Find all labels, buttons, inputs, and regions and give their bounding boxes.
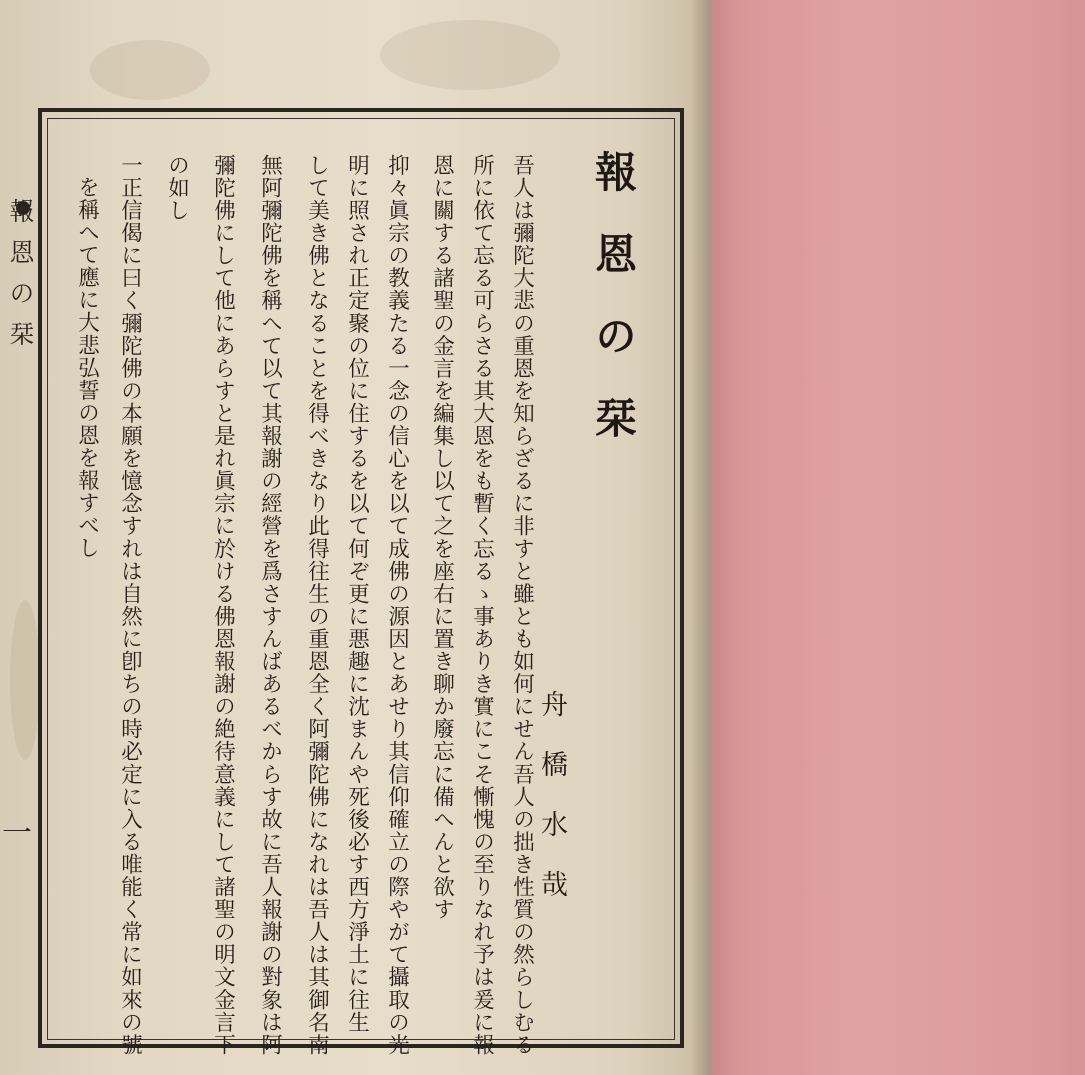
body-line-5: 明に照され正定聚の位に住するを以て何ぞ更に悪趣に沈まんや死後必す西方淨土に往生 [344,154,370,1034]
paper-stain [380,20,560,90]
body-line-8: 彌陀佛にして他にあらすと是れ眞宗に於ける佛恩報謝の絶待意義にして諸聖の明文金言下 [210,154,236,1056]
pink-cover-page [712,0,1085,1075]
author-name: 舟橋水哉 [536,690,567,930]
body-line-3: 恩に關する諸聖の金言を編集し以て之を座右に置き聊か廢忘に備へんと欲す [429,154,455,921]
body-line-6: して美き佛となることを得べきなり此得往生の重恩全く阿彌陀佛になれは吾人は其御名南 [304,154,330,1056]
body-line-2: 所に依て忘る可らさる其大恩をも暫く忘るゝ事ありき實にこそ慚愧の至りなれ予は爰に報 [469,154,495,1056]
paper-stain [10,600,40,760]
article-title: 報恩の栞 [589,150,638,478]
paper-stain [90,40,210,100]
body-line-4: 抑々眞宗の教義たる一念の信心を以て成佛の源因とあせり其信仰確立の際やがて攝取の光 [384,154,410,1056]
page-number: 一 [2,816,32,851]
body-line-10: 一正信偈に曰く彌陀佛の本願を憶念すれは自然に卽ちの時必定に入る唯能く常に如來の號 [117,154,143,1056]
running-title: 報恩の栞 [6,198,35,362]
body-line-7: 無阿彌陀佛を稱へて以て其報謝の經營を爲さすんばあるべからす故に吾人報謝の對象は阿 [257,154,283,1056]
body-line-9: の如し [164,154,190,222]
body-line-11: を稱へて應に大悲弘誓の恩を報すべし [74,176,100,560]
body-line-1: 吾人は彌陀大悲の重恩を知らざるに非すと雖とも如何にせん吾人の拙き性質の然らしむる [509,154,535,1056]
